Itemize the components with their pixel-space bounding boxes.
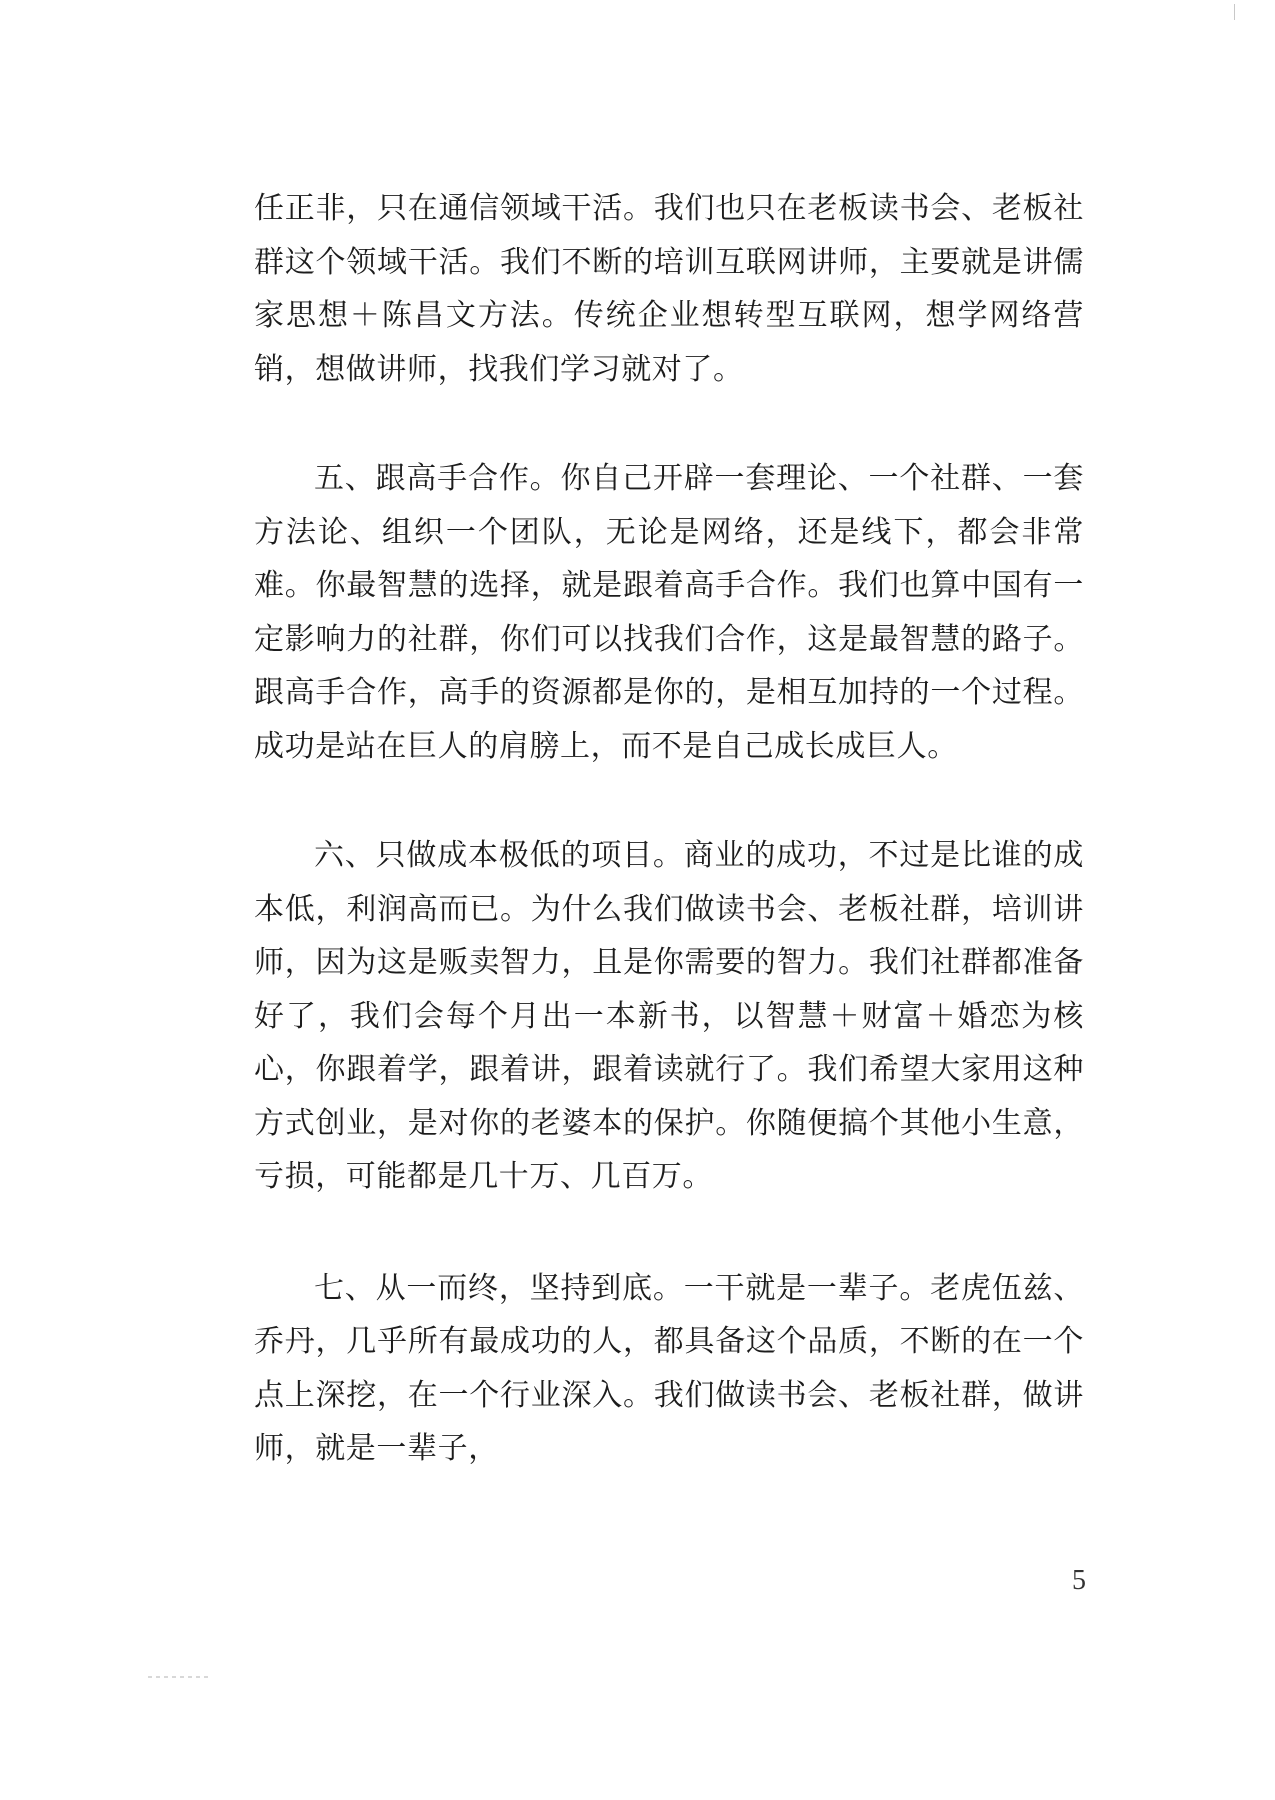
scan-edge-mark	[1234, 4, 1235, 20]
page-number: 5	[1072, 1565, 1086, 1596]
scan-smudge	[148, 1676, 208, 1678]
paragraph-point-five: 五、跟高手合作。你自己开辟一套理论、一个社群、一套方法论、组织一个团队，无论是网络，还是线下，都会非常难。你最智慧的选择，就是跟着高手合作。我们也算中国有一定影响力的社群，你们可以找我们合作，这是最智慧的路子。跟高手合作，高手的资源都是你的，是相互加持的一个过程。成功是站在巨人的肩膀上，而不是自己成长成巨人。	[254, 461, 1084, 764]
paragraph-point-six: 六、只做成本极低的项目。商业的成功，不过是比谁的成本低，利润高而已。为什么我们做读书会、老板社群，培训讲师，因为这是贩卖智力，且是你需要的智力。我们社群都准备好了，我们会每个月出一本新书，以智慧＋财富＋婚恋为核心，你跟着学，跟着讲，跟着读就行了。我们希望大家用这种方式创业，是对你的老婆本的保护。你随便搞个其他小生意，亏损，可能都是几十万、几百万。	[254, 838, 1084, 1194]
document-body	[254, 182, 1084, 1476]
paragraph-continuation: 任正非，只在通信领域干活。我们也只在老板读书会、老板社群这个领域干活。我们不断的培训互联网讲师，主要就是讲儒家思想＋陈昌文方法。传统企业想转型互联网，想学网络营销，想做讲师，找我们学习就对了。	[254, 191, 1084, 387]
paragraph-point-seven: 七、从一而终，坚持到底。一干就是一辈子。老虎伍兹、乔丹，几乎所有最成功的人，都具备这个品质，不断的在一个点上深挖，在一个行业深入。我们做读书会、老板社群，做讲师，就是一辈子，	[254, 1270, 1084, 1466]
